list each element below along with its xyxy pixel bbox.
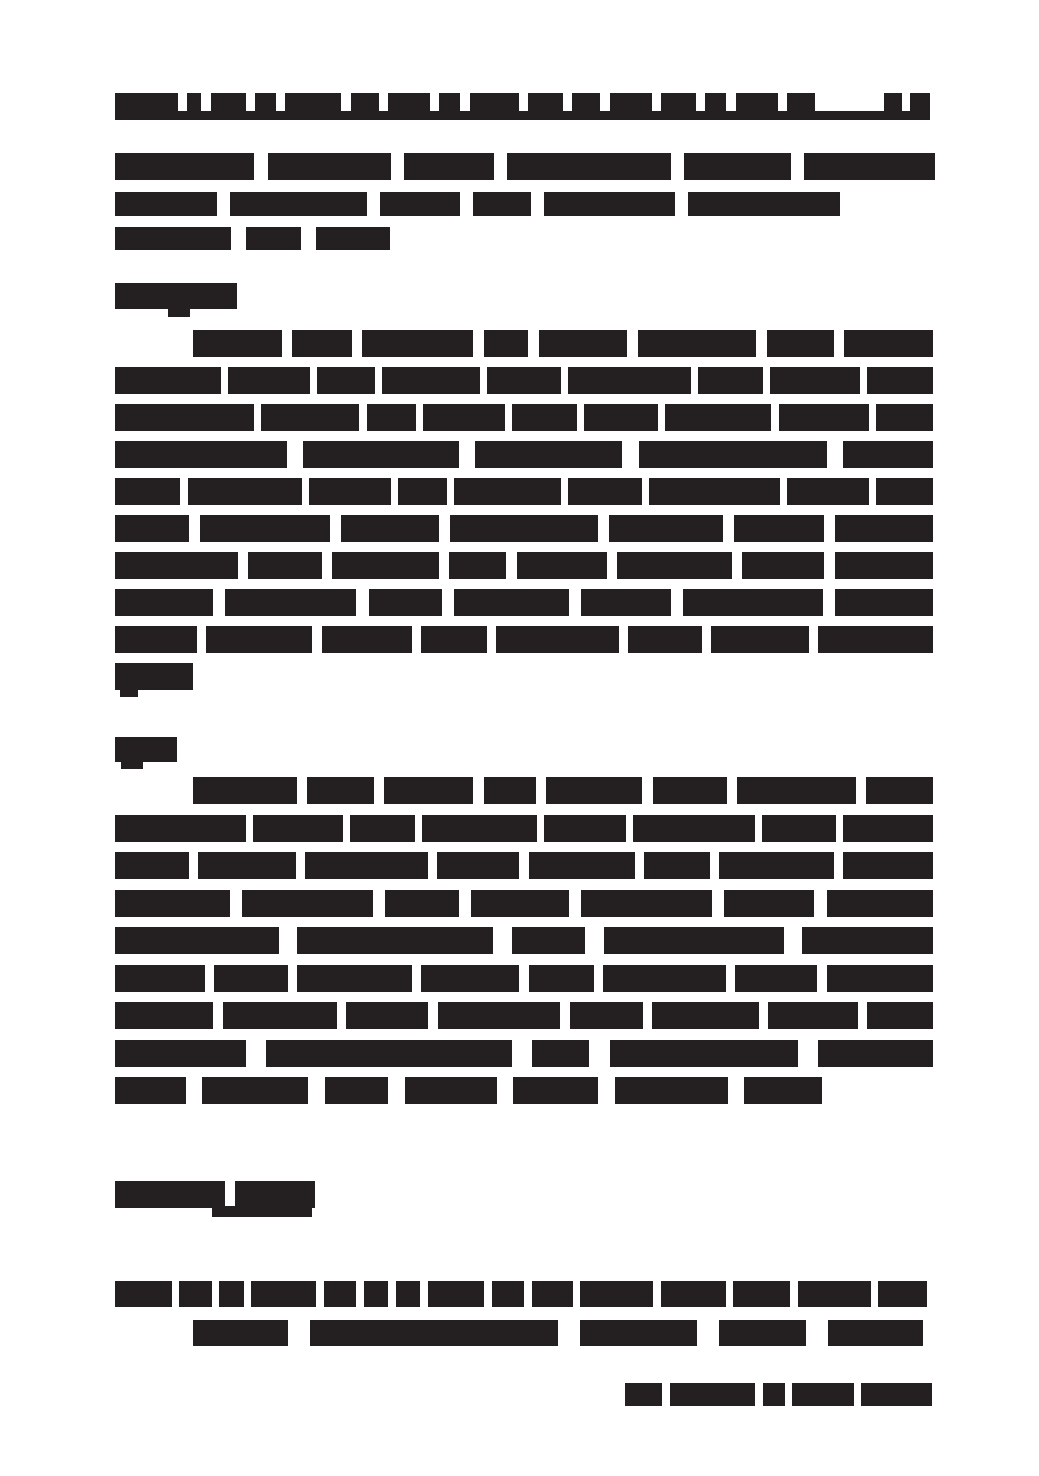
- illegible-word-blob: [670, 1383, 756, 1406]
- illegible-word-blob: [792, 1383, 853, 1406]
- illegible-word-blob: [625, 1383, 662, 1406]
- footer-journal-line: [625, 1383, 932, 1406]
- illegible-word-blob: [763, 1383, 784, 1406]
- illegible-word-blob: [861, 1383, 932, 1406]
